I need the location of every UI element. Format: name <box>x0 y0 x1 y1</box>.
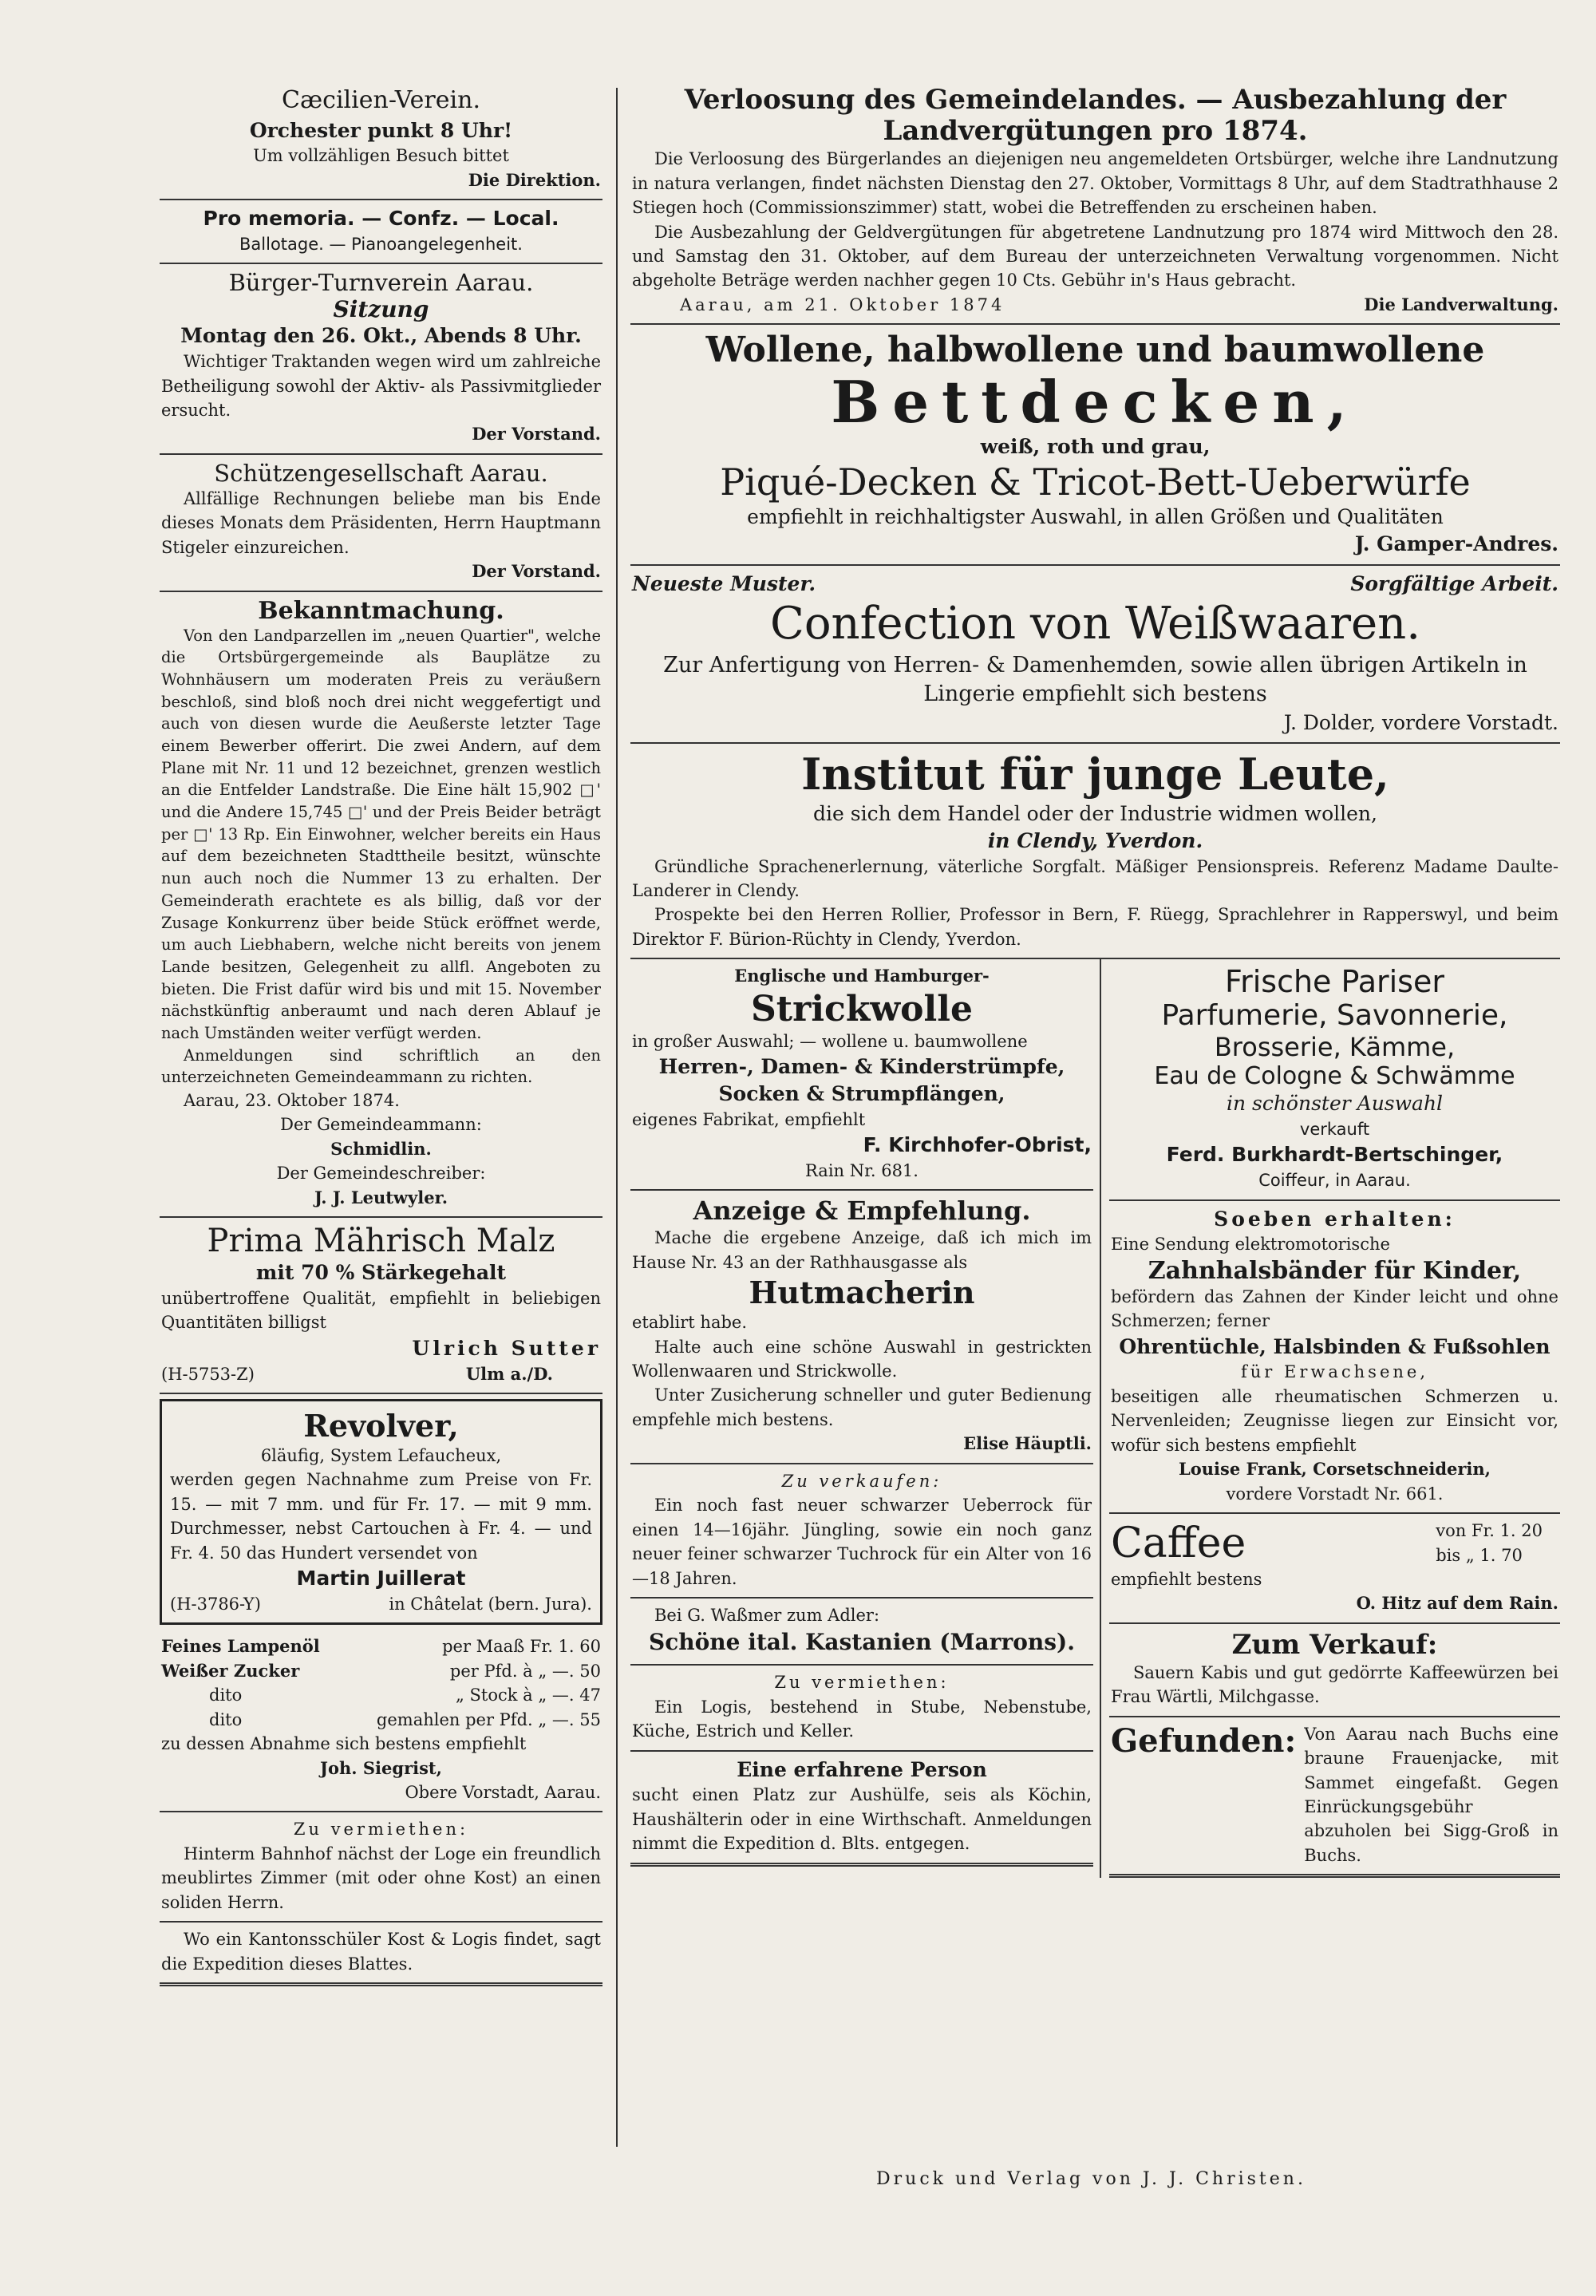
strick-title: Strickwolle <box>751 988 973 1029</box>
revolver-line1: 6läufig, System Lefaucheux, <box>260 1446 502 1465</box>
ad-institut <box>630 744 1560 959</box>
caecilien-line1: Orchester punkt 8 Uhr! <box>249 118 513 142</box>
malz-title: Prima Mährisch Malz <box>207 1223 555 1260</box>
soeben-line4: für Erwachsene, <box>1241 1362 1428 1382</box>
soeben-place: vordere Vorstadt Nr. 661. <box>1226 1484 1444 1504</box>
anzeige-text4: Unter Zusicherung schneller und guter Bedienung empfehle mich bestens. <box>632 1385 1092 1429</box>
bekannt-role1: Der Gemeindeammann: <box>280 1115 482 1135</box>
pariser-l4: Eau de Cologne & Schwämme <box>1154 1062 1515 1091</box>
caecilien-line2: Um vollzähligen Besuch bittet <box>253 146 509 166</box>
bekannt-text2: Anmeldungen sind schriftlich an den unterzeichneten Gemeindeammann zu richten. <box>161 1045 601 1087</box>
confection-left: Neueste Muster. <box>632 571 816 595</box>
caffee-p2: bis „ 1. 70 <box>1436 1545 1523 1565</box>
pariser-place: Coiffeur, in Aarau. <box>1258 1171 1411 1191</box>
ad-soeben <box>1109 1201 1560 1514</box>
confection-right: Sorgfältige Arbeit. <box>1350 571 1558 595</box>
ad-promemoria <box>160 200 602 264</box>
strick-line4: eigenes Fabrikat, empfiehlt <box>632 1109 866 1129</box>
verloosung-title1: Verloosung des Gemeindelandes. — Ausbezahlung der <box>684 84 1507 116</box>
gefunden-text: Von Aarau nach Buchs eine braune Frauenjacke, mit Sammet eingefaßt. Gegen Einrückungsgebühr abzuholen bei Sigg-Groß in Buchs. <box>1304 1724 1558 1865</box>
strick-line2: Herren-, Damen- & Kinderstrümpfe, <box>658 1055 1065 1079</box>
turnverein-text: Wichtiger Traktanden wegen wird um zahlreiche Betheiligung sowohl der Aktiv- als Passivmitglieder ersucht. <box>161 352 601 420</box>
anzeige-text1: Mache die ergebene Anzeige, daß ich mich im Hause Nr. 43 an der Rathhausgasse als <box>632 1228 1092 1272</box>
ad-gefunden <box>1109 1717 1560 1879</box>
printer-footer: Druck und Verlag von J. J. Christen. <box>876 2169 1306 2189</box>
caffee-title: Caffee <box>1111 1519 1246 1567</box>
ad-verkaufen <box>630 1464 1093 1599</box>
ad-zumverkauf <box>1109 1624 1560 1717</box>
pariser-l3: Brosserie, Kämme, <box>1214 1032 1456 1063</box>
bettdecken-title: Bettdecken, <box>831 368 1360 437</box>
zumverkauf-title: Zum Verkauf: <box>1231 1628 1438 1661</box>
verloosung-text1: Die Verloosung des Bürgerlandes an diejenigen neu angemeldeten Ortsbürger, welche ihre Landnutzung in natura verlangen, findet nächsten Dienstag den 27. Oktober, Vormittags 8 Uhr, auf dem Stadtrathhause 2 Stiegen hoch (Commissionszimmer) statt, wobei die Betreffenden zu erscheinen haben. <box>632 149 1558 218</box>
caecilien-title: Cæcilien-Verein. <box>282 86 480 114</box>
ad-caffee <box>1109 1514 1560 1624</box>
institut-line1: die sich dem Handel oder der Industrie widmen wollen, <box>813 802 1377 826</box>
caffee-text: empfiehlt bestens <box>1111 1569 1262 1589</box>
column-divider <box>616 88 618 2147</box>
ad-vermiethen <box>160 1812 602 1923</box>
pariser-l5: in schönster Auswahl <box>1226 1092 1444 1116</box>
verloosung-text2: Die Ausbezahlung der Geldvergütungen für abgetretene Landnutzung pro 1874 wird Mittwoch den 28. und Samstag den 31. Oktober, auf dem Bureau der unterzeichneten Verwaltung vorgenommen. Nicht abgeholte Beträge werden nachher gegen 10 Cts. Gebühr in's Haus gebracht. <box>632 222 1558 290</box>
bekannt-text: Von den Landparzellen im „neuen Quartier", welche die Ortsbürgergemeinde als Bauplätze zu Wohnhäusern um moderaten Preis zu veräußern beschloß, sind bloß noch drei nicht weggefertigt und auch von diesen wurde die Aeußerste letzter Tage einem Bewerber offerirt. Die zwei Andern, auf dem Plane mit Nr. 11 und 12 bezeichnet, grenzen westlich an die Entfelder Landstraße. Die Eine hält 15,902 □' und die Andere 15,745 □' und der Preis Beider beträgt per □' 13 Rp. Ein Einwohner, welcher bereits ein Haus auf dem bezeichneten Stadttheile besitzt, wünschte nun auch noch die Nummer 13 zu erhalten. Der Gemeinderath erachtete es als billig, daß vor der Zusage Konkurrenz über beide Stück eröffnet werde, um auch Liebhabern, welche nicht bereits von jenem Lande besitzen, Gelegenheit zu allfl. Angeboten zu bieten. Die Frist dafür wird bis und mit 15. November nächstkünftig anberaumt und nach deren Ablauf je nach Umständen weiter verfügt werden. <box>161 626 601 1042</box>
strick-text: in großer Auswahl; — wollene u. baumwollene <box>632 1031 1028 1051</box>
anzeige-sign: Elise Häuptli. <box>963 1433 1092 1454</box>
institut-text1: Gründliche Sprachenerlernung, väterliche Sorgfalt. Mäßiger Pensionspreis. Referenz Madame Daulte-Landerer in Clendy. <box>632 856 1558 900</box>
ad-caecilien <box>160 80 602 200</box>
anzeige-text3: Halte auch eine schöne Auswahl in gestrickten Wollenwaaren und Strickwolle. <box>632 1337 1092 1381</box>
ad-strickwolle <box>630 959 1093 1191</box>
pariser-l1: Frische Pariser <box>1225 964 1444 1000</box>
confection-text: Zur Anfertigung von Herren- & Damenhemden, sowie allen übrigen Artikeln in Lingerie empfiehlt sich bestens <box>663 652 1527 707</box>
institut-title: Institut für junge Leute, <box>801 749 1389 800</box>
bettdecken-line4: empfiehlt in reichhaltigster Auswahl, in allen Größen und Qualitäten <box>747 505 1444 529</box>
confection-sign: J. Dolder, vordere Vorstadt. <box>1283 710 1558 734</box>
revolver-text: werden gegen Nachnahme zum Preise von Fr. 15. — mit 7 mm. und für Fr. 17. — mit 9 mm. Durchmesser, nebst Cartouchen à Fr. 4. — und Fr. 4. 50 das Hundert versendet von <box>170 1470 592 1563</box>
pariser-l6: verkauft <box>1299 1120 1370 1140</box>
bekannt-title: Bekanntmachung. <box>258 596 504 625</box>
malz-text: unübertroffene Qualität, empfiehlt in beliebigen Quantitäten billigst <box>161 1288 601 1333</box>
revolver-name: Martin Juillerat <box>296 1567 466 1591</box>
soeben-line2: Zahnhalsbänder für Kinder, <box>1148 1256 1522 1285</box>
ad-schuetzen <box>160 455 602 592</box>
right-column <box>630 80 1560 1878</box>
oel-r4a: dito <box>209 1709 243 1729</box>
bekannt-name1: Schmidlin. <box>330 1138 432 1159</box>
gefunden-title: Gefunden: <box>1111 1721 1297 1760</box>
verloosung-title2: Landvergütungen pro 1874. <box>883 115 1308 148</box>
anzeige-sub: Hutmacherin <box>749 1274 975 1311</box>
revolver-code: (H-3786-Y) <box>170 1594 261 1614</box>
ad-confection <box>630 566 1560 745</box>
vermiethen-title: Zu vermiethen: <box>293 1820 469 1840</box>
ad-anzeige <box>630 1191 1093 1464</box>
soeben-title: Soeben erhalten: <box>1214 1207 1456 1231</box>
pariser-name: Ferd. Burkhardt-Bertschinger, <box>1166 1143 1503 1167</box>
anzeige-title: Anzeige & Empfehlung. <box>693 1195 1031 1227</box>
kost-text: Wo ein Kantonsschüler Kost & Logis findet, sagt die Expedition dieses Blattes. <box>161 1930 601 1974</box>
turnverein-sign: Der Vorstand. <box>472 424 601 445</box>
anzeige-text2: etablirt habe. <box>632 1313 748 1333</box>
soeben-text2: beseitigen alle rheumatischen Schmerzen u. Nervenleiden; Zeugnisse liegen zur Einsicht vor, wofür sich bestens empfiehlt <box>1111 1386 1558 1455</box>
ad-kost-logis <box>160 1923 602 1986</box>
strick-name: F. Kirchhofer-Obrist, <box>863 1133 1092 1157</box>
oel-r1a: Feines Lampenöl <box>161 1636 320 1657</box>
verloosung-date: Aarau, am 21. Oktober 1874 <box>680 294 1005 314</box>
oel-r3b: „ Stock à „ —. 47 <box>455 1685 601 1705</box>
person-text: sucht einen Platz zur Aushülfe, seis als Köchin, Haushälterin oder in eine Wirthschaft. Anmeldungen nimmt die Expedition d. Blts. entgegen. <box>632 1785 1092 1854</box>
schuetzen-title: Schützengesellschaft Aarau. <box>214 459 548 487</box>
kastanien-line1: Bei G. Waßmer zum Adler: <box>654 1605 880 1625</box>
kastanien-title: Schöne ital. Kastanien (Marrons). <box>649 1629 1075 1656</box>
ad-turnverein <box>160 264 602 455</box>
soeben-name: Louise Frank, Corsetschneiderin, <box>1179 1459 1491 1480</box>
ad-kastanien <box>630 1599 1093 1666</box>
soeben-line1: Eine Sendung elektromotorische <box>1111 1235 1390 1255</box>
logis-text: Ein Logis, bestehend in Stube, Nebenstube, Küche, Estrich und Keller. <box>632 1697 1092 1741</box>
subcolumn-right <box>1101 959 1560 1878</box>
oel-r1b: per Maaß Fr. 1. 60 <box>442 1637 601 1657</box>
turnverein-date: Montag den 26. Okt., Abends 8 Uhr. <box>180 324 582 348</box>
right-subcolumns <box>630 959 1560 1878</box>
pariser-l2: Parfumerie, Savonnerie, <box>1161 999 1508 1033</box>
ad-bekanntmachung <box>160 592 602 1219</box>
malz-code: (H-5753-Z) <box>161 1364 255 1384</box>
revolver-title: Revolver, <box>303 1408 459 1444</box>
ad-bettdecken <box>630 325 1560 565</box>
soeben-line3: Ohrentüchle, Halsbinden & Fußsohlen <box>1119 1334 1551 1358</box>
ad-malz <box>160 1218 602 1394</box>
confection-title: Confection von Weißwaaren. <box>769 598 1420 650</box>
left-column <box>160 80 602 1986</box>
turnverein-sub: Sitzung <box>333 296 429 323</box>
subcolumn-left <box>630 959 1101 1878</box>
ad-verloosung <box>630 80 1560 325</box>
bettdecken-line2: weiß, roth und grau, <box>980 435 1211 459</box>
strick-line1: Englische und Hamburger- <box>734 966 990 986</box>
caffee-p1: von Fr. 1. 20 <box>1436 1521 1543 1541</box>
ad-logis <box>630 1666 1093 1751</box>
oel-name: Joh. Siegrist, <box>320 1757 442 1778</box>
bettdecken-line1: Wollene, halbwollene und baumwollene <box>705 330 1485 371</box>
bekannt-date: Aarau, 23. Oktober 1874. <box>184 1091 400 1110</box>
zumverkauf-text: Sauern Kabis und gut gedörrte Kaffeewürzen bei Frau Wärtli, Milchgasse. <box>1111 1662 1558 1707</box>
oel-place: Obere Vorstadt, Aarau. <box>405 1783 601 1802</box>
schuetzen-text: Allfällige Rechnungen beliebe man bis Ende dieses Monats dem Präsidenten, Herrn Hauptmann Stigeler einzureichen. <box>161 488 601 557</box>
oel-r2b: per Pfd. à „ —. 50 <box>449 1661 601 1681</box>
promemoria-title: Pro memoria. — Confz. — Local. <box>203 207 559 231</box>
oel-r3a: dito <box>209 1685 243 1705</box>
ad-lampenoel <box>160 1630 602 1812</box>
oel-r2a: Weißer Zucker <box>161 1660 300 1681</box>
oel-r4b: gemahlen per Pfd. „ —. 55 <box>376 1709 601 1729</box>
verkaufen-title: Zu verkaufen: <box>781 1471 942 1491</box>
strick-line3: Socken & Strumpflängen, <box>718 1081 1005 1105</box>
schuetzen-sign: Der Vorstand. <box>472 561 601 582</box>
bettdecken-sign: J. Gamper-Andres. <box>1354 532 1558 555</box>
verkaufen-text: Ein noch fast neuer schwarzer Ueberrock für einen 14—16jähr. Jüngling, sowie ein noch ganz neuer feiner schwarzer Tuchrock für ein Alter von 16—18 Jahren. <box>632 1496 1092 1588</box>
caffee-sign: O. Hitz auf dem Rain. <box>1356 1593 1558 1614</box>
person-title: Eine erfahrene Person <box>737 1757 987 1781</box>
soeben-text1: befördern das Zahnen der Kinder leicht und ohne Schmerzen; ferner <box>1111 1286 1558 1331</box>
institut-line2: in Clendy, Yverdon. <box>987 828 1203 852</box>
ad-person <box>630 1752 1093 1867</box>
vermiethen-text: Hinterm Bahnhof nächst der Loge ein freundlich meublirtes Zimmer (mit oder ohne Kost) an einen soliden Herrn. <box>161 1844 601 1912</box>
bettdecken-line3: Piqué-Decken & Tricot-Bett-Ueberwürfe <box>720 460 1471 504</box>
verloosung-sign: Die Landverwaltung. <box>1364 294 1558 314</box>
revolver-place: in Châtelat (bern. Jura). <box>389 1594 592 1614</box>
promemoria-line: Ballotage. — Pianoangelegenheit. <box>239 234 523 254</box>
malz-name: Ulrich Sutter <box>412 1336 601 1360</box>
oel-text: zu dessen Abnahme sich bestens empfiehlt <box>161 1734 527 1754</box>
institut-text2: Prospekte bei den Herren Rollier, Professor in Bern, F. Rüegg, Sprachlehrer in Rapperswyl, und beim Direktor F. Bürion-Rüchty in Clendy, Yverdon. <box>632 905 1558 949</box>
bekannt-name2: J. J. Leutwyler. <box>314 1187 448 1207</box>
caecilien-sign: Die Direktion. <box>468 169 601 190</box>
logis-title: Zu vermiethen: <box>774 1673 950 1693</box>
malz-line1: mit 70 % Stärkegehalt <box>255 1261 507 1285</box>
ad-pariser <box>1109 959 1560 1200</box>
strick-place: Rain Nr. 681. <box>805 1160 918 1180</box>
malz-place: Ulm a./D. <box>465 1363 553 1384</box>
turnverein-title: Bürger-Turnverein Aarau. <box>228 269 534 297</box>
ad-revolver <box>160 1399 602 1625</box>
bekannt-role2: Der Gemeindeschreiber: <box>276 1164 486 1184</box>
